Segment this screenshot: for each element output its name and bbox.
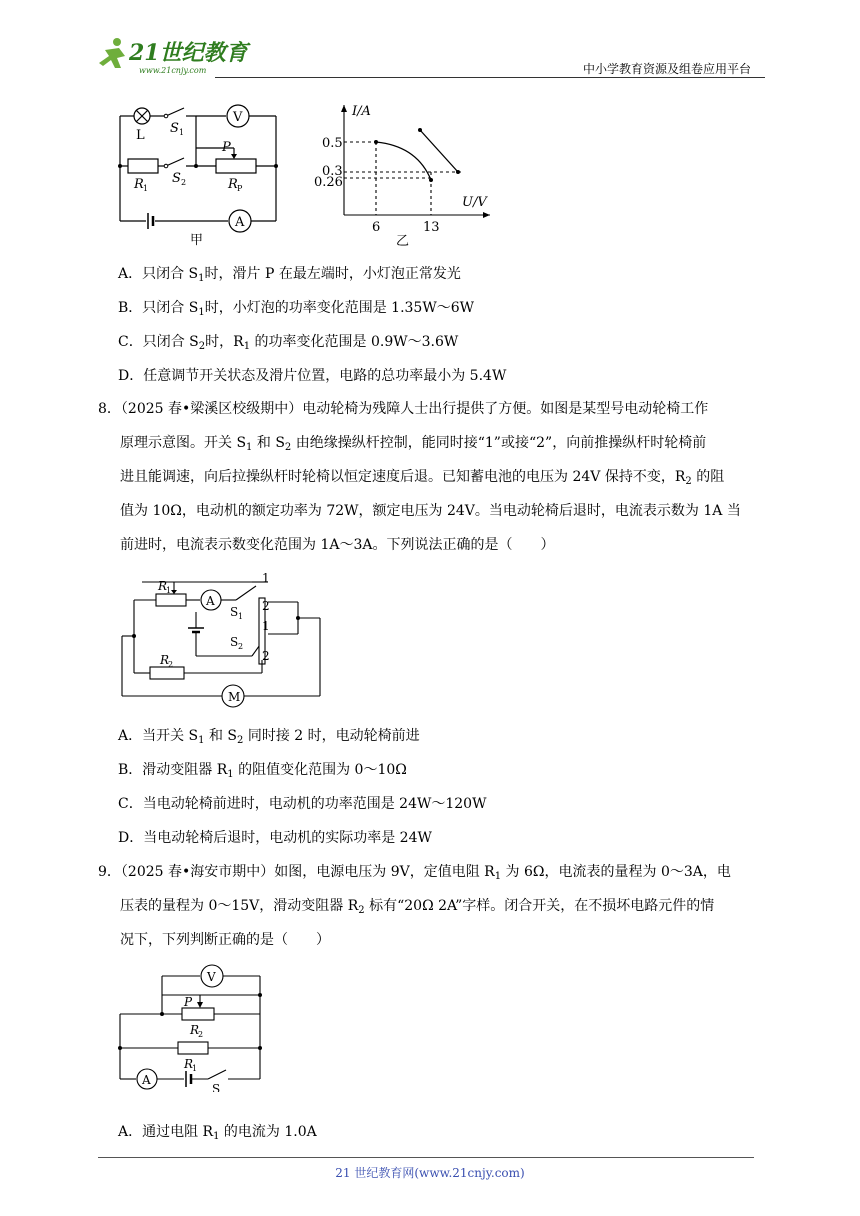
q7-option-a: A．只闭合 $S_1$时，滑片 P 在最左端时，小灯泡正常发光 xyxy=(118,266,461,284)
rheostat-line xyxy=(420,130,458,172)
q7-graph-yi xyxy=(312,100,502,250)
label-S2: S xyxy=(172,171,181,186)
q8-option-b: B．滑动变阻器 $R_1$ 的阻值变化范围为 0～10Ω xyxy=(118,762,407,780)
q8-label-S2-sub: 2 xyxy=(238,642,244,651)
logo-text: 21世纪教育 xyxy=(129,40,248,66)
label-S2-sub: 2 xyxy=(181,178,187,187)
q8-stem-line5: 前进时，电流表示数变化范围为 1A～3A。下列说法正确的是（ ） xyxy=(120,537,555,553)
y-tick-0.26: 0.26 xyxy=(314,175,343,190)
header-divider xyxy=(215,77,765,78)
y-axis-label: I/A xyxy=(352,104,371,119)
y-tick-0.5: 0.5 xyxy=(322,136,343,151)
q8-label-R2-sub: 2 xyxy=(168,660,174,669)
x-tick-13: 13 xyxy=(423,220,440,235)
label-P: P xyxy=(222,140,231,155)
q9-voltmeter-V: V xyxy=(207,970,216,984)
q8-label-R2: R xyxy=(160,653,170,667)
q8-stem-line4: 值为 10Ω，电动机的额定功率为 72W，额定电压为 24V。当电动轮椅后退时，电流表示数为 1A 当 xyxy=(120,503,741,519)
label-L: L xyxy=(136,128,145,143)
q8-circuit xyxy=(112,568,332,708)
q8-terminal-2a: 2 xyxy=(262,599,270,613)
label-RP: R xyxy=(228,177,238,192)
footer-divider xyxy=(98,1157,754,1158)
header-platform-label: 中小学教育资源及组卷应用平台 xyxy=(582,62,751,76)
q7-option-c: C．只闭合 $S_2$时，$R_1$ 的功率变化范围是 0.9W～3.6W xyxy=(118,334,459,352)
q9-label-R2: R xyxy=(190,1023,200,1037)
logo-21cnjy xyxy=(95,36,255,76)
q8-option-a: A．当开关 $S_1$ 和 $S_2$ 同时接 2 时，电动轮椅前进 xyxy=(118,728,420,746)
q9-stem-line1: 9．（2025 春•海安市期中）如图，电源电压为 9V，定值电阻 $R_1$ 为 6Ω，电流表的量程为 0～3A，电 xyxy=(98,864,731,882)
switch-s1-icon xyxy=(166,108,184,116)
caption-jia: 甲 xyxy=(190,233,204,248)
q9-stem-line3: 况下，下列判断正确的是（ ） xyxy=(120,932,330,948)
x-tick-6: 6 xyxy=(372,220,381,235)
label-R1: R xyxy=(134,177,144,192)
q9-circuit xyxy=(112,962,272,1092)
label-R1-sub: 1 xyxy=(143,184,149,193)
q8-stem-line1: 8．（2025 春•梁溪区校级期中）电动轮椅为残障人士出行提供了方便。如图是某型号电动轮椅工作 xyxy=(98,401,709,417)
q8-terminal-1a: 1 xyxy=(262,571,270,585)
q8-terminal-1b: 1 xyxy=(262,619,270,633)
y-tick-0.3: 0.3 xyxy=(322,164,343,179)
voltmeter-V: V xyxy=(233,110,243,125)
q8-stem-line3: 进且能调速，向后拉操纵杆时轮椅以恒定速度后退。已知蓄电池的电压为 24V 保持不变，$R_2$ 的阻 xyxy=(120,469,725,487)
q8-motor-M: M xyxy=(228,690,241,704)
label-RP-sub: P xyxy=(237,184,243,193)
q7-circuit-jia xyxy=(108,96,298,251)
page-header xyxy=(95,28,765,80)
q8-label-S1: S xyxy=(230,605,239,619)
caption-yi: 乙 xyxy=(396,234,410,249)
q8-label-R1: R xyxy=(158,579,168,593)
q9-label-P: P xyxy=(184,995,193,1009)
ammeter-A: A xyxy=(235,215,245,230)
q7-option-d: D．任意调节开关状态及滑片位置，电路的总功率最小为 5.4W xyxy=(118,368,507,384)
q9-label-R1: R xyxy=(184,1057,194,1071)
logo-url: www.21cnjy.com xyxy=(139,66,207,75)
lamp-curve xyxy=(376,142,431,180)
q8-stem-line2: 原理示意图。开关 $S_1$ 和 $S_2$ 由绝缘操纵杆控制，能同时接“1”或接“2”，向前推操纵杆时轮椅前 xyxy=(120,435,707,453)
q9-label-R1-sub: 1 xyxy=(192,1064,198,1073)
q8-label-S1-sub: 1 xyxy=(238,612,244,621)
switch-s2-icon xyxy=(166,158,184,166)
q8-option-d: D．当电动轮椅后退时，电动机的实际功率是 24W xyxy=(118,830,432,846)
q8-ammeter-A: A xyxy=(206,594,215,608)
q7-option-b: B．只闭合 $S_1$时，小灯泡的功率变化范围是 1.35W～6W xyxy=(118,300,475,318)
q8-label-R1-sub: 1 xyxy=(166,586,172,595)
q9-ammeter-A: A xyxy=(142,1073,151,1087)
q9-label-R2-sub: 2 xyxy=(198,1030,204,1039)
q8-terminal-2b: 2 xyxy=(262,649,270,663)
footer-link[interactable]: 21 世纪教育网(www.21cnjy.com) xyxy=(335,1166,525,1180)
q9-stem-line2: 压表的量程为 0～15V，滑动变阻器 $R_2$ 标有“20Ω 2A”字样。闭合开关，在不损坏电路元件的情 xyxy=(120,898,715,916)
resistor-r1-icon xyxy=(128,159,158,173)
q8-label-S2: S xyxy=(230,635,239,649)
q8-option-c: C．当电动轮椅前进时，电动机的功率范围是 24W～120W xyxy=(118,796,487,812)
label-S1-sub: 1 xyxy=(179,128,185,137)
q9-label-S: S xyxy=(212,1082,221,1092)
label-S1: S xyxy=(170,121,179,136)
q9-option-a: A．通过电阻 $R_1$ 的电流为 1.0A xyxy=(118,1124,317,1142)
x-axis-label: U/V xyxy=(462,195,487,210)
rheostat-rp-icon xyxy=(216,159,256,173)
